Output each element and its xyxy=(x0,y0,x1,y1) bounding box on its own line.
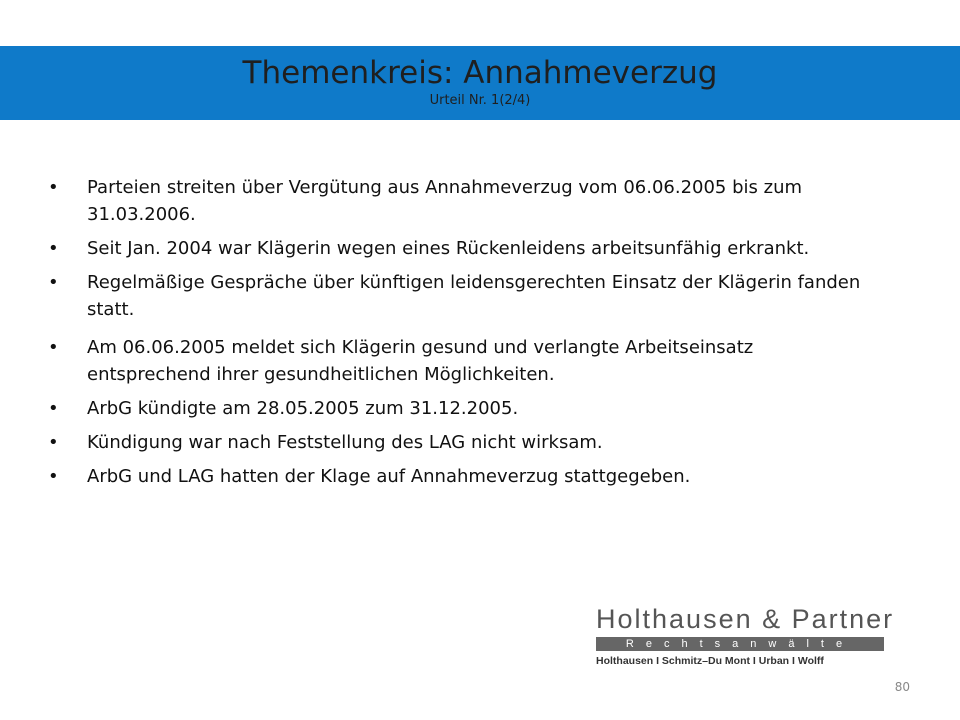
bullet-dot: • xyxy=(48,238,59,259)
bullet-text: Kündigung war nach Feststellung des LAG nicht wirksam. xyxy=(87,432,603,453)
bullet-item xyxy=(48,395,868,422)
bullet-dot: • xyxy=(48,337,59,358)
bullet-item xyxy=(48,429,868,456)
bullet-item xyxy=(48,334,868,388)
bullet-text: ArbG und LAG hatten der Klage auf Annahmeverzug stattgegeben. xyxy=(87,466,691,487)
title-bar xyxy=(0,46,960,120)
bullet-list xyxy=(48,174,868,490)
bullet-dot: • xyxy=(48,177,59,198)
bullet-dot: • xyxy=(48,272,59,293)
firm-logo xyxy=(596,604,895,668)
slide-subtitle: Urteil Nr. 1(2/4) xyxy=(429,93,531,108)
logo-partner-names: Holthausen I Schmitz–Du Mont I Urban I Wolff xyxy=(596,655,824,667)
bullet-item xyxy=(48,235,868,262)
bullet-text: Am 06.06.2005 meldet sich Klägerin gesund und verlangte Arbeitseinsatz entsprechend ihrer gesundheitlichen Möglichkeiten. xyxy=(87,337,754,385)
bullet-text: Seit Jan. 2004 war Klägerin wegen eines Rückenleidens arbeitsunfähig erkrankt. xyxy=(87,238,810,259)
bullet-text: ArbG kündigte am 28.05.2005 zum 31.12.2005. xyxy=(87,398,519,419)
bullet-text: Regelmäßige Gespräche über künftigen leidensgerechten Einsatz der Klägerin fanden statt. xyxy=(87,272,861,320)
logo-firm-name: Holthausen & Partner xyxy=(596,604,895,634)
logo-tagline: Rechtsanwälte xyxy=(625,638,855,650)
bullet-dot: • xyxy=(48,432,59,453)
bullet-item xyxy=(48,174,868,228)
slide-title: Themenkreis: Annahmeverzug xyxy=(242,55,718,91)
bullet-dot: • xyxy=(48,398,59,419)
logo-tagline-bar xyxy=(596,637,884,651)
page-number: 80 xyxy=(894,680,910,694)
bullet-item xyxy=(48,463,868,490)
bullet-text: Parteien streiten über Vergütung aus Annahmeverzug vom 06.06.2005 bis zum 31.03.2006. xyxy=(87,177,803,225)
bullet-item xyxy=(48,269,868,323)
bullet-dot: • xyxy=(48,466,59,487)
